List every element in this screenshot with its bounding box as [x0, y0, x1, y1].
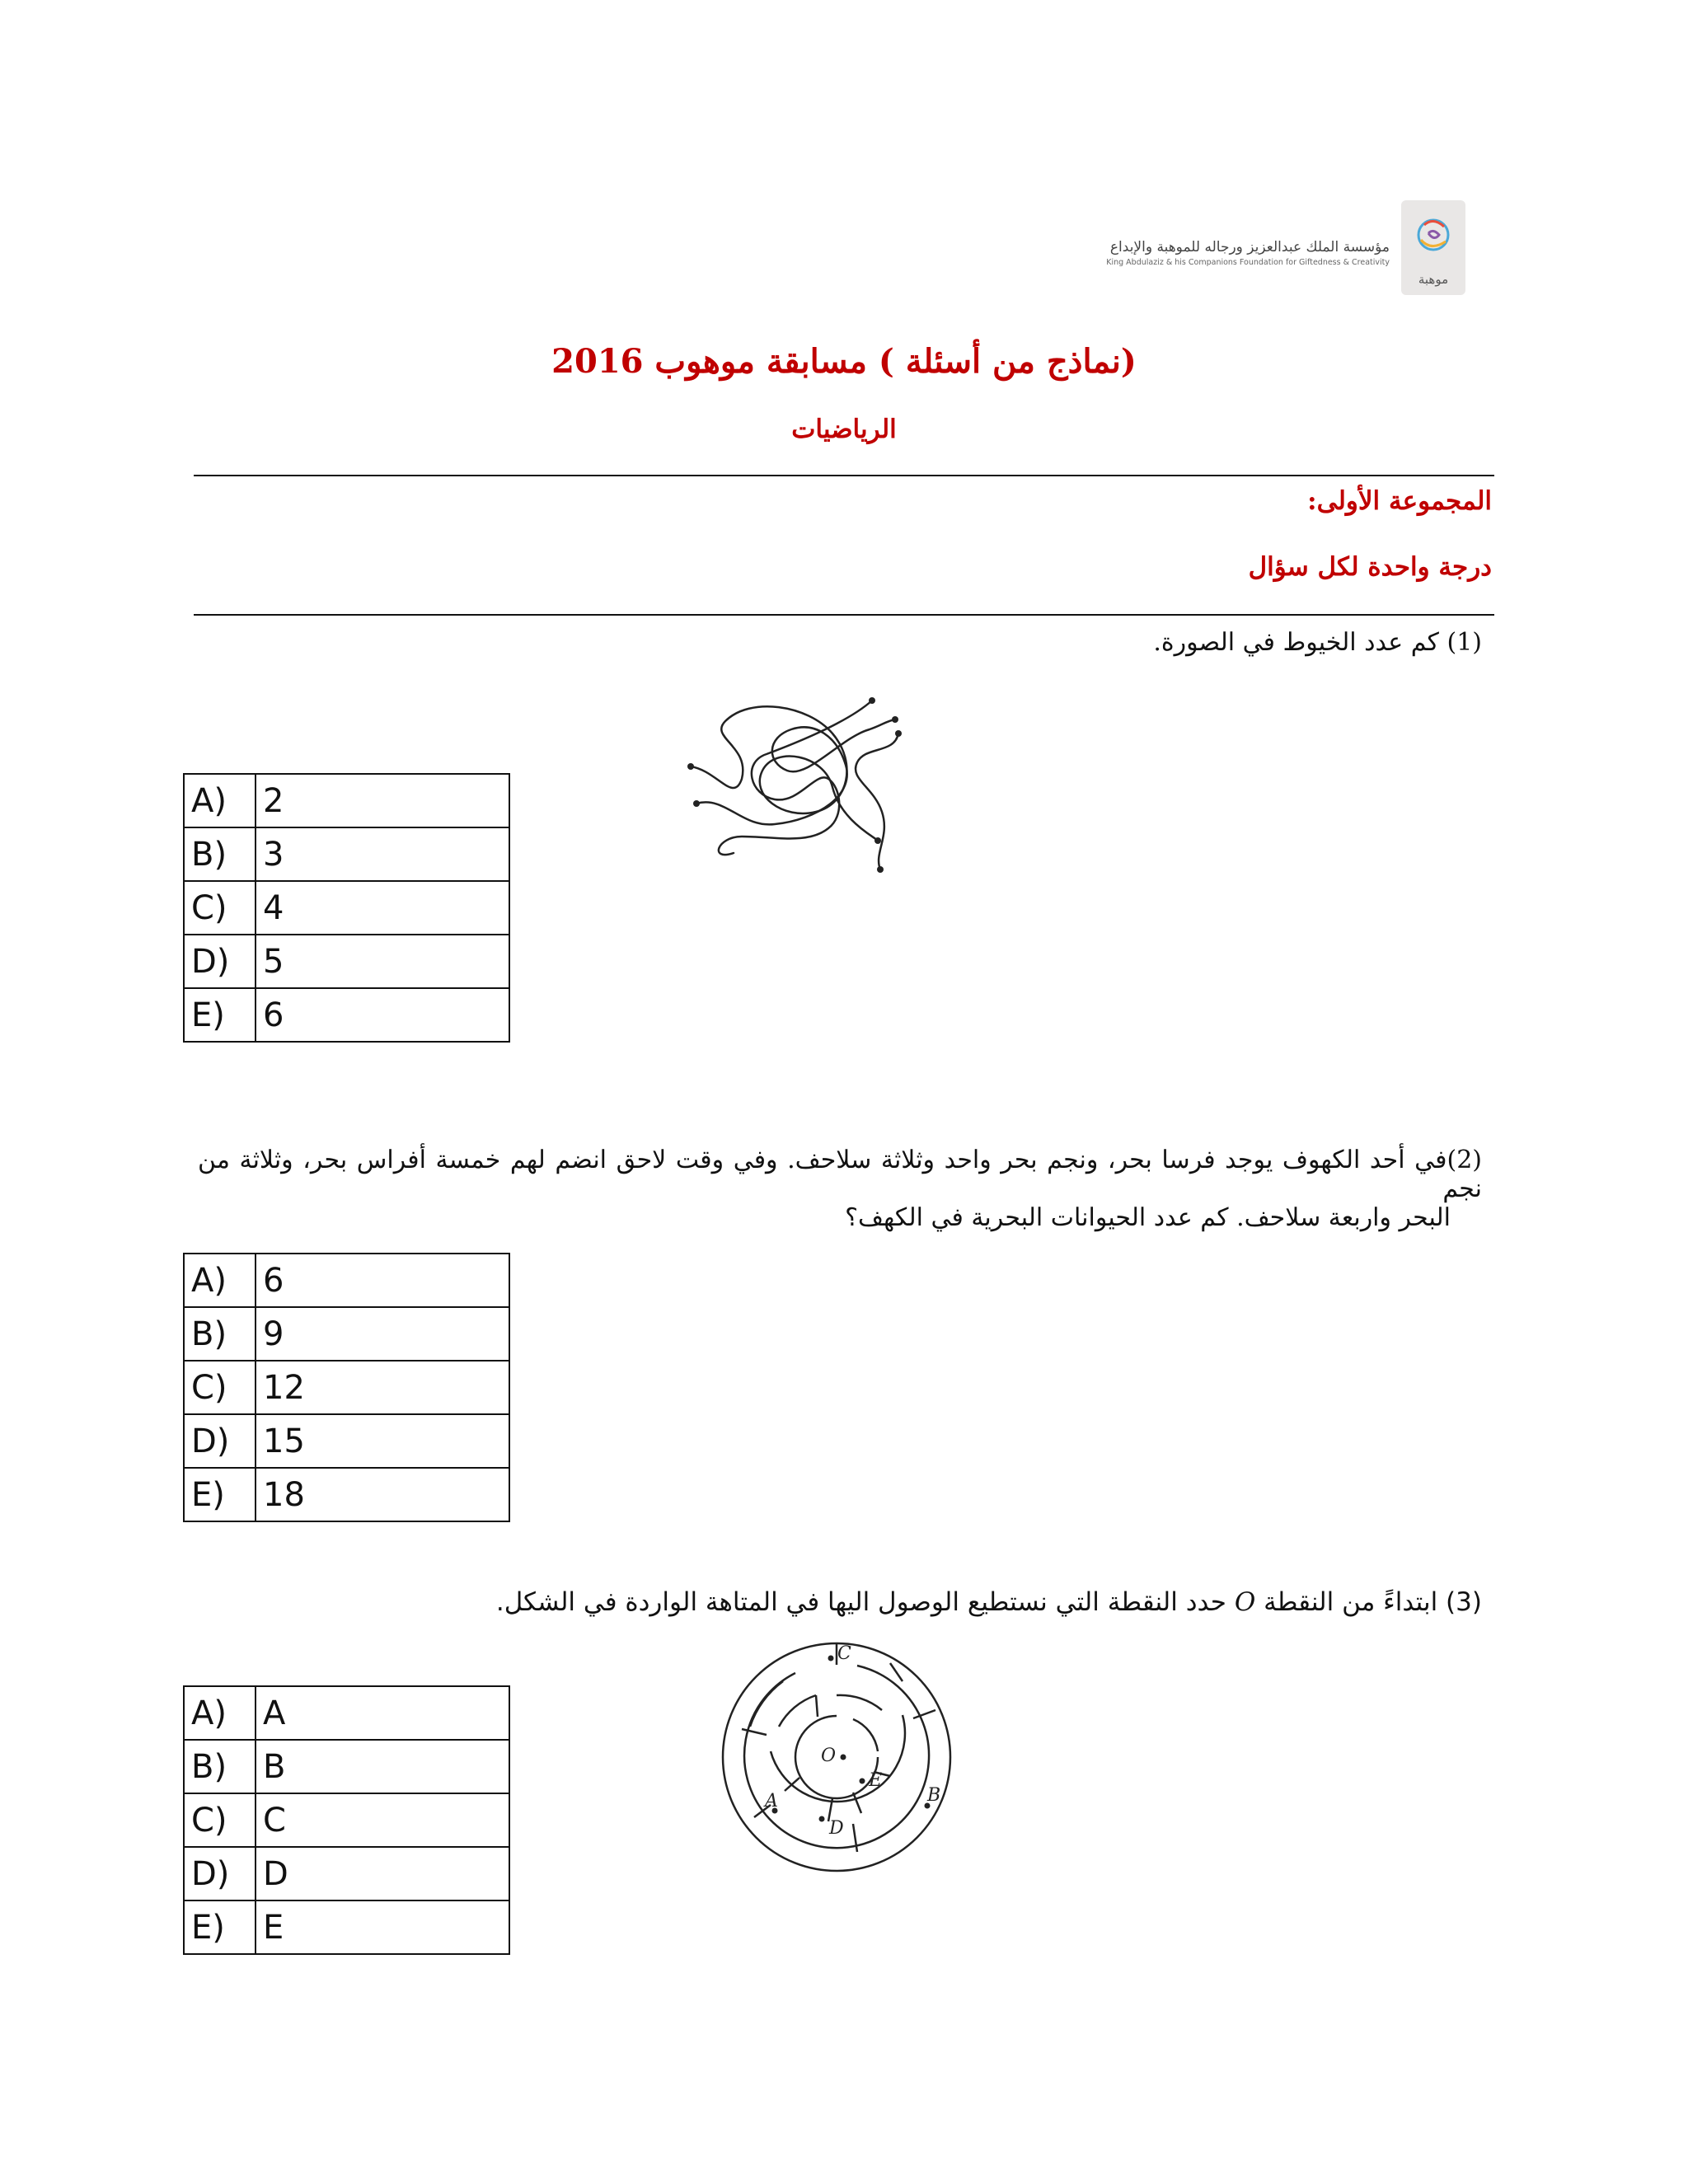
option-key: B) [184, 827, 256, 881]
logo-swirl-icon [1401, 200, 1465, 274]
option-value: B [256, 1740, 509, 1793]
option-row[interactable] [184, 881, 509, 935]
divider-bottom [194, 614, 1494, 616]
option-key: B) [184, 1740, 256, 1793]
question-2-prompt-line-2: البحر واربعة سلاحف. كم عدد الحيوانات البحرية في الكهف؟ [845, 1203, 1451, 1232]
option-value: D [256, 1847, 509, 1900]
option-row[interactable] [184, 935, 509, 988]
maze-label-b: B [927, 1785, 941, 1806]
option-row[interactable] [184, 774, 509, 827]
option-row[interactable] [184, 1686, 509, 1740]
question-2-prompt-line-1: (2)في أحد الكهوف يوجد فرسا بحر، ونجم بحر واحد وثلاثة سلاحف. وفي وقت لاحق انضم لهم خمسة أفراس بحر، وثلاثة من نجم [198, 1146, 1482, 1203]
maze-label-d: D [829, 1818, 844, 1839]
page-title: (نماذج من أسئلة ) مسابقة موهوب 2016 [551, 342, 1137, 381]
option-row[interactable] [184, 1847, 509, 1900]
option-row[interactable] [184, 1307, 509, 1361]
option-value: E [256, 1900, 509, 1954]
maze-label-e: E [869, 1770, 883, 1791]
option-row[interactable] [184, 1361, 509, 1414]
subject-title: الرياضيات [791, 415, 897, 444]
option-key: D) [184, 1847, 256, 1900]
logo-label: موهبة [1418, 272, 1449, 287]
question-1-options [183, 773, 510, 1043]
score-note: درجة واحدة لكل سؤال [1248, 552, 1492, 582]
option-value: 2 [256, 774, 509, 827]
option-key: E) [184, 1900, 256, 1954]
maze-label-c: C [837, 1643, 851, 1664]
option-row[interactable] [184, 1793, 509, 1847]
option-key: C) [184, 881, 256, 935]
option-key: C) [184, 1793, 256, 1847]
question-1-prompt: (1) كم عدد الخيوط في الصورة. [1153, 628, 1482, 657]
option-key: C) [184, 1361, 256, 1414]
option-key: B) [184, 1307, 256, 1361]
group-heading: المجموعة الأولى: [1307, 486, 1492, 516]
option-row[interactable] [184, 827, 509, 881]
question-3-prompt-start: (3) ابتداءً من النقطة [1264, 1587, 1482, 1617]
option-key: D) [184, 935, 256, 988]
option-value: 4 [256, 881, 509, 935]
option-value: 5 [256, 935, 509, 988]
option-value: 12 [256, 1361, 509, 1414]
logo-english-text: King Abdulaziz & his Companions Foundation for Giftedness & Creativity [1106, 258, 1390, 267]
option-row[interactable] [184, 1468, 509, 1521]
option-row[interactable] [184, 988, 509, 1042]
divider-top [194, 475, 1494, 476]
option-value: 6 [256, 988, 509, 1042]
maze-label-a: A [765, 1791, 778, 1811]
question-3-prompt-end: حدد النقطة التي نستطيع الوصول اليها في المتاهة الواردة في الشكل. [495, 1587, 1226, 1617]
option-value: 18 [256, 1468, 509, 1521]
option-row[interactable] [184, 1740, 509, 1793]
option-key: A) [184, 774, 256, 827]
option-row[interactable] [184, 1414, 509, 1468]
option-key: D) [184, 1414, 256, 1468]
option-value: 6 [256, 1254, 509, 1307]
option-value: C [256, 1793, 509, 1847]
maze-label-o: O [821, 1746, 837, 1766]
option-key: E) [184, 1468, 256, 1521]
option-value: 9 [256, 1307, 509, 1361]
question-3-point-o: O [1234, 1587, 1256, 1617]
option-row[interactable] [184, 1900, 509, 1954]
option-value: 3 [256, 827, 509, 881]
option-value: 15 [256, 1414, 509, 1468]
question-2-options [183, 1253, 510, 1522]
option-key: A) [184, 1254, 256, 1307]
option-key: A) [184, 1686, 256, 1740]
option-key: E) [184, 988, 256, 1042]
question-3-options [183, 1685, 510, 1955]
maze-figure [717, 1636, 964, 1879]
option-value: A [256, 1686, 509, 1740]
tangled-threads-figure [684, 688, 931, 886]
question-3-prompt [496, 1587, 1482, 1617]
logo-arabic-text: مؤسسة الملك عبدالعزيز ورجاله للموهبة والإبداع [1109, 239, 1390, 255]
option-row[interactable] [184, 1254, 509, 1307]
